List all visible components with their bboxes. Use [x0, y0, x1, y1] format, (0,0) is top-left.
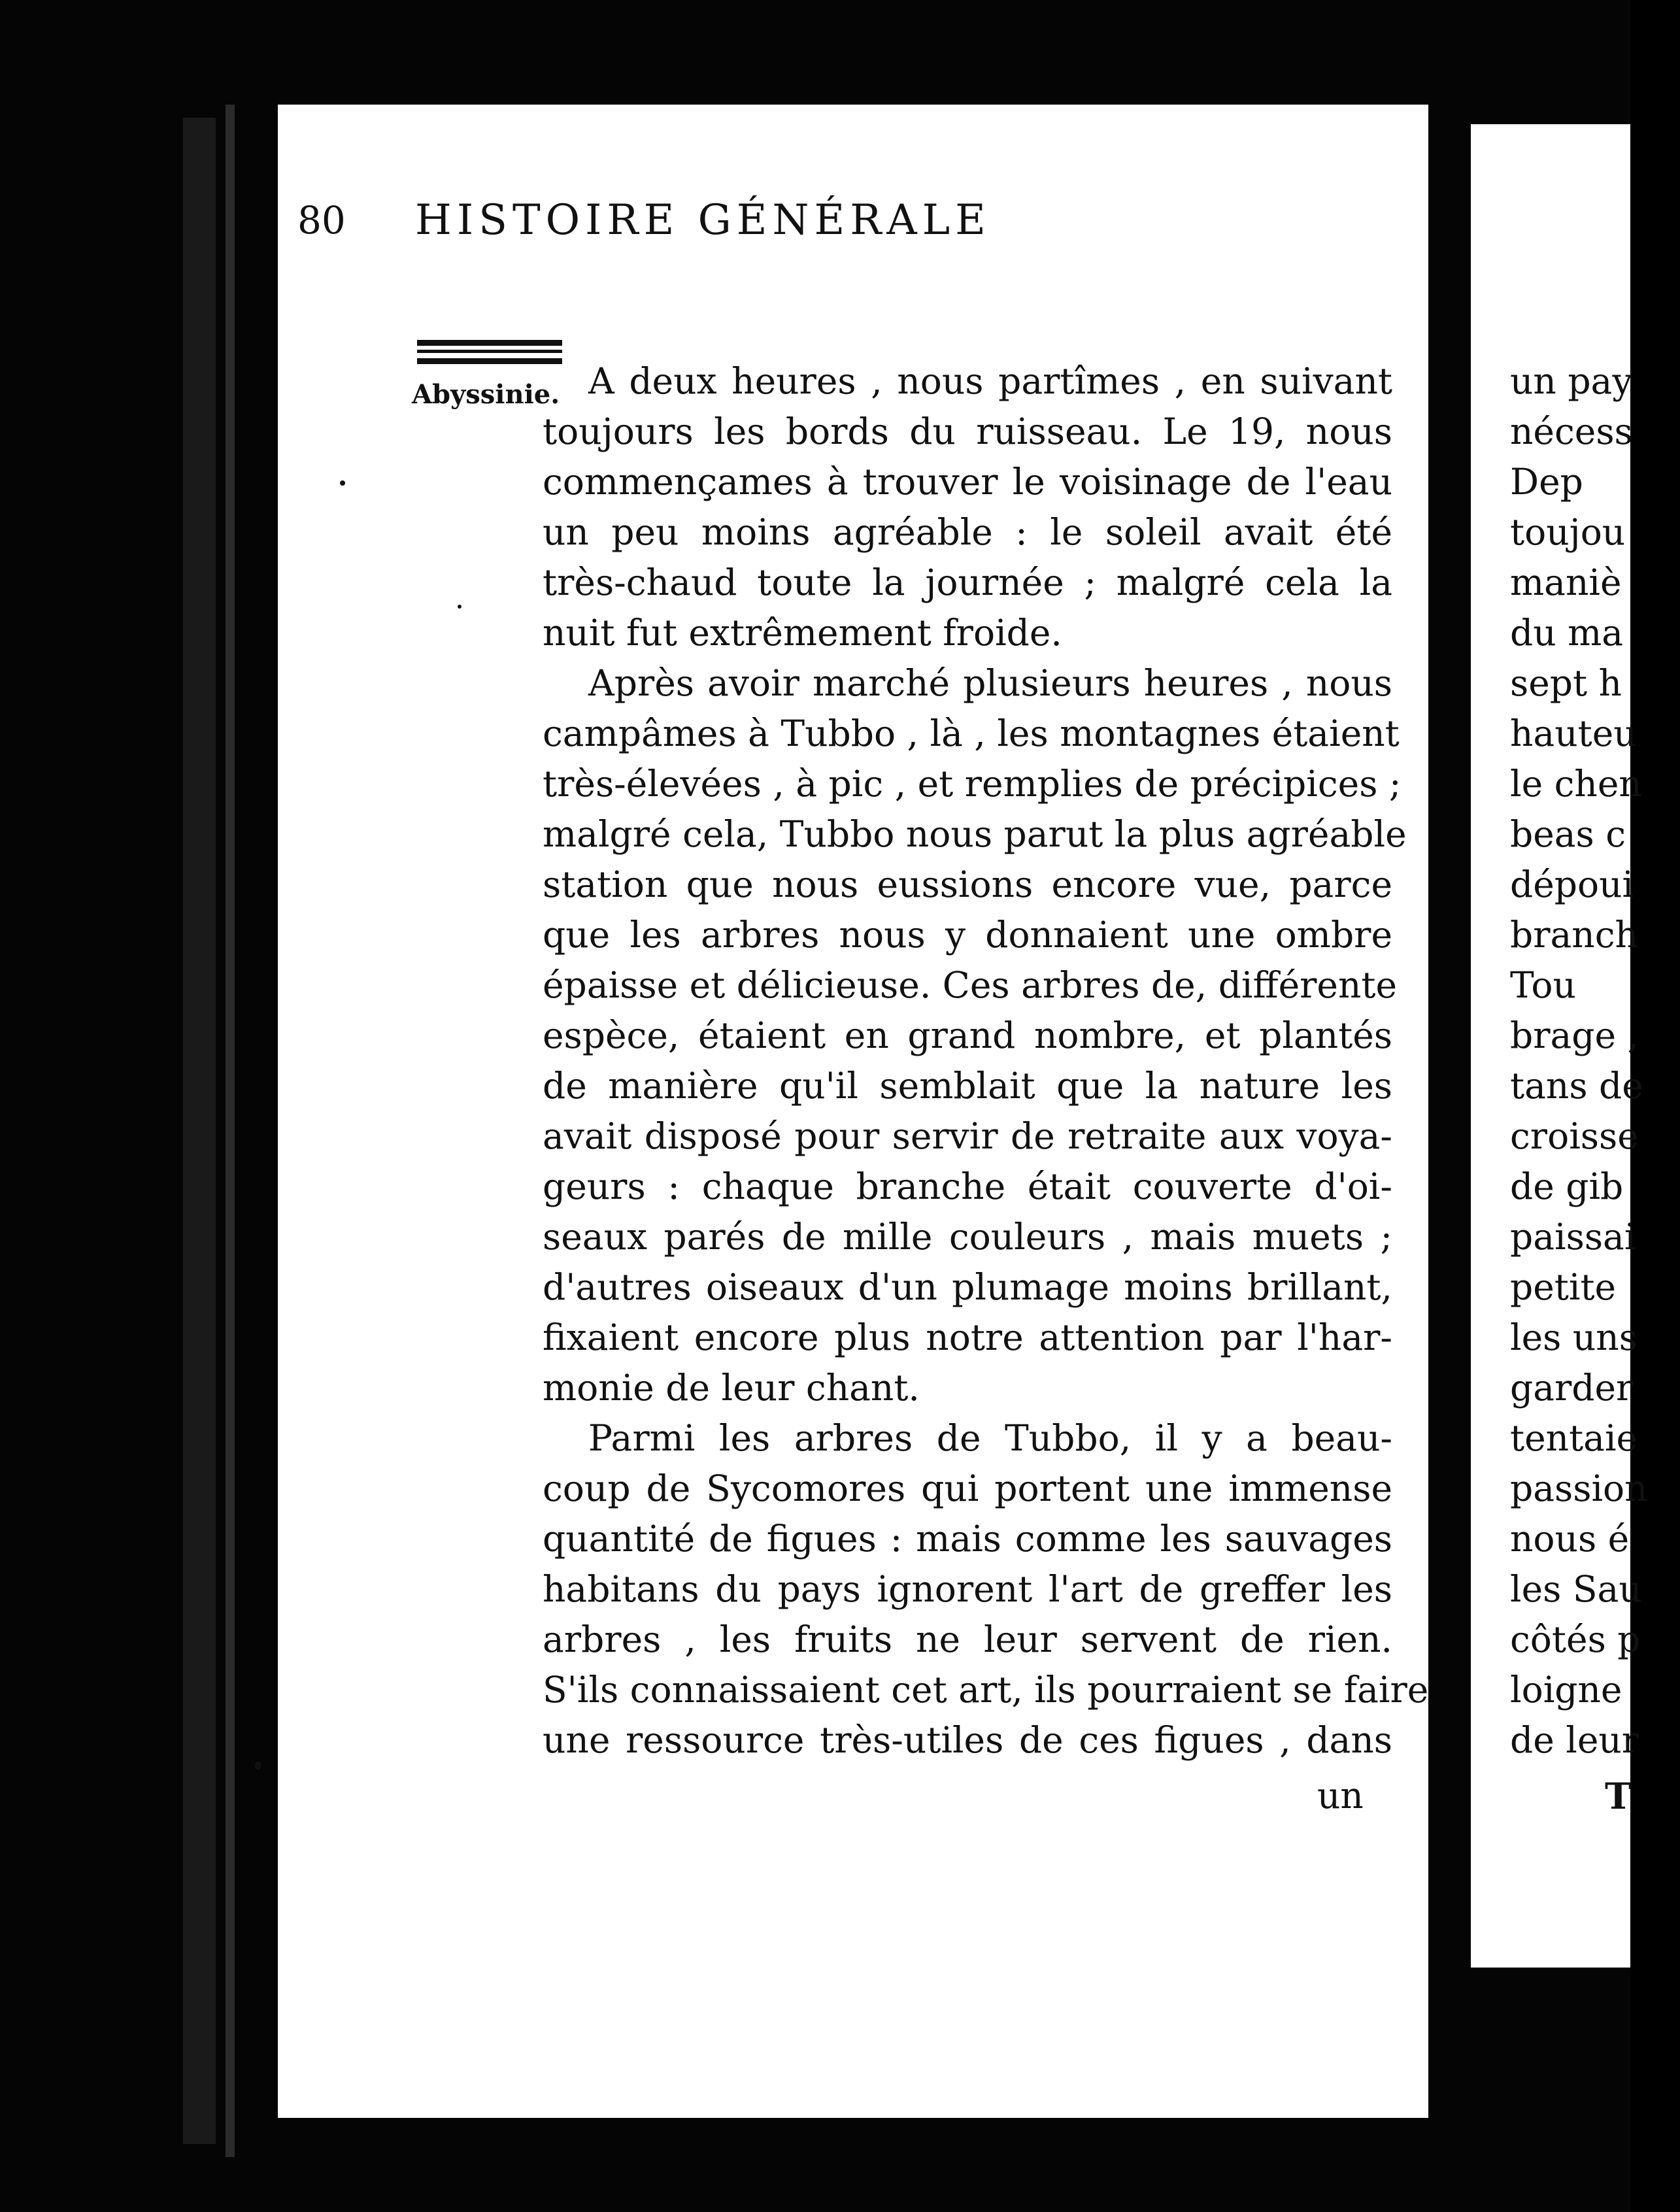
margin-note: Abyssinie.: [412, 379, 560, 410]
text-line: seaux parés de mille couleurs , mais muets ;: [543, 1216, 1392, 1258]
text-line: tans de: [1510, 1065, 1643, 1107]
text-line: les Sau: [1510, 1568, 1642, 1610]
scan-speck: [458, 605, 462, 609]
running-title: HISTOIRE GÉNÉRALE: [415, 196, 991, 244]
catchword: un: [1317, 1775, 1364, 1817]
book-spine-edge-inner: [226, 105, 235, 2157]
book-spine-edge: [183, 118, 216, 2144]
text-line: nuit fut extrêmement froide.: [543, 612, 1062, 654]
text-line: fixaient encore plus notre attention par l'har-: [543, 1316, 1392, 1358]
text-line: du ma: [1510, 612, 1624, 654]
paragraph-1: [543, 356, 1392, 658]
text-line: sept h: [1510, 662, 1622, 704]
text-line: épaisse et délicieuse. Ces arbres de, différente: [543, 964, 1398, 1006]
text-line: beas c: [1510, 813, 1626, 855]
text-line: de leur: [1510, 1719, 1639, 1761]
text-line: commençames à trouver le voisinage de l'eau: [543, 461, 1392, 503]
text-line: A deux heures , nous partîmes , en suivant: [588, 360, 1392, 402]
text-line: croisse: [1510, 1115, 1639, 1157]
text-line: que les arbres nous y donnaient une ombre: [543, 914, 1392, 956]
margin-rule: [417, 358, 562, 364]
text-line: S'ils connaissaient cet art, ils pourraient se faire: [543, 1669, 1429, 1711]
text-line: loigne: [1510, 1669, 1622, 1711]
text-line: toujours les bords du ruisseau. Le 19, nous: [543, 411, 1392, 452]
text-line: maniè: [1510, 561, 1622, 603]
text-line: les uns: [1510, 1316, 1638, 1358]
scan-speck: [255, 1762, 261, 1769]
text-line: station que nous eussions encore vue, parce: [543, 863, 1392, 905]
margin-rule: [417, 340, 562, 346]
text-line: monie de leur chant.: [543, 1367, 920, 1409]
text-line: Dep: [1510, 461, 1583, 503]
text-line: de gib: [1510, 1165, 1624, 1207]
text-line: garder: [1510, 1367, 1634, 1409]
text-line: coup de Sycomores qui portent une immense: [543, 1467, 1392, 1509]
text-line: arbres , les fruits ne leur servent de rien.: [543, 1618, 1392, 1660]
scan-speck: [340, 480, 345, 486]
text-line: paissai: [1510, 1216, 1636, 1258]
text-line: Parmi les arbres de Tubbo, il y a beau-: [588, 1417, 1392, 1459]
text-line: côtés p: [1510, 1618, 1641, 1660]
text-line: tentaie: [1510, 1417, 1638, 1459]
page-number: 80: [297, 198, 346, 243]
text-line: un peu moins agréable : le soleil avait été: [543, 511, 1392, 553]
facing-page-text: [1510, 356, 1680, 1766]
text-line: très-élevées , à pic , et remplies de précipices ;: [543, 763, 1402, 805]
text-line: quantité de figues : mais comme les sauvages: [543, 1518, 1392, 1560]
text-line: Après avoir marché plusieurs heures , nous: [588, 662, 1392, 704]
text-line: Tou: [1510, 964, 1576, 1006]
text-line: malgré cela, Tubbo nous parut la plus agréable: [543, 813, 1407, 855]
text-line: avait disposé pour servir de retraite aux voya-: [543, 1115, 1392, 1157]
text-line: une ressource très-utiles de ces figues , dans: [543, 1719, 1392, 1761]
text-line: de manière qu'il semblait que la nature les: [543, 1065, 1392, 1107]
text-line: passion: [1510, 1467, 1648, 1509]
text-line: branch: [1510, 914, 1638, 956]
text-line: dépoui: [1510, 863, 1634, 905]
text-line: espèce, étaient en grand nombre, et plantés: [543, 1014, 1392, 1056]
text-line: hauteu: [1510, 712, 1637, 754]
paragraph-2: [543, 658, 1407, 1413]
text-line: d'autres oiseaux d'un plumage moins brillant,: [543, 1266, 1392, 1308]
page-header: [297, 190, 1317, 252]
text-line: le chen: [1510, 763, 1642, 805]
text-line: habitans du pays ignorent l'art de greffer les: [543, 1568, 1392, 1610]
text-line: un pay: [1510, 360, 1633, 402]
text-line: toujou: [1510, 511, 1626, 553]
facing-page-catchword: T: [1605, 1775, 1632, 1817]
text-line: nous é: [1510, 1518, 1630, 1560]
text-line: très-chaud toute la journée ; malgré cela la: [543, 561, 1392, 603]
text-line: petite: [1510, 1266, 1617, 1308]
body-text: [543, 356, 1429, 1766]
text-line: campâmes à Tubbo , là , les montagnes étaient: [543, 712, 1400, 754]
margin-rule: [417, 350, 562, 353]
text-line: geurs : chaque branche était couverte d'oi-: [543, 1165, 1392, 1207]
text-line: nécess: [1510, 411, 1633, 452]
text-line: brage ,: [1510, 1014, 1639, 1056]
paragraph-3: [543, 1413, 1429, 1766]
